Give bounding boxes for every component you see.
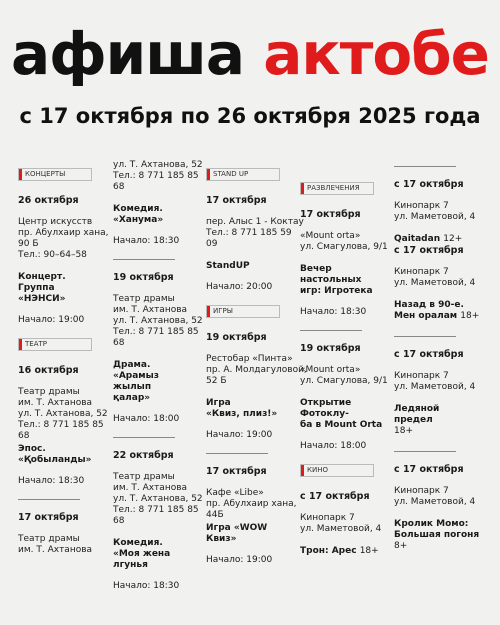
event-title-line: Игра «WOW Квиз» bbox=[206, 523, 268, 544]
age-rating: 18+ bbox=[460, 311, 480, 321]
venue-line: ул. Т. Ахтанова, 52 bbox=[113, 494, 203, 504]
age-rating: 8+ bbox=[394, 541, 408, 551]
event-title bbox=[394, 519, 480, 552]
event-title-line: Открытие Фотоклу- bbox=[300, 398, 352, 419]
event-date: 26 октября bbox=[18, 195, 79, 206]
venue-line: ул. Маметовой, 4 bbox=[300, 524, 382, 534]
category-marker-icon bbox=[301, 465, 304, 476]
category-marker-icon bbox=[301, 183, 304, 194]
event-start-time: Начало: 20:00 bbox=[206, 282, 273, 292]
event-title-line: StandUP bbox=[206, 261, 250, 271]
venue-line: «Mount orta» bbox=[300, 231, 361, 241]
event-title bbox=[394, 404, 480, 437]
event-title bbox=[300, 546, 386, 557]
event-title-line: «Қобыланды» bbox=[18, 455, 92, 465]
column-1 bbox=[18, 160, 109, 556]
age-rating: 18+ bbox=[359, 546, 379, 556]
divider bbox=[113, 437, 175, 438]
divider bbox=[394, 451, 456, 452]
divider bbox=[113, 259, 175, 260]
event-date: 17 октября bbox=[300, 209, 361, 220]
event-date: 16 октября bbox=[18, 365, 79, 376]
category-label: STAND UP bbox=[213, 170, 249, 178]
event-title-line: Мен оралам bbox=[394, 311, 458, 321]
event-date: с 17 октября bbox=[394, 464, 464, 475]
venue-phone: 68 bbox=[113, 182, 125, 192]
title-word-afisha: афиша bbox=[10, 20, 245, 88]
venue-line: пр. Абулхаир хана, bbox=[206, 499, 297, 509]
category-tag-standup bbox=[206, 168, 280, 181]
event-title-line: Кролик Момо: bbox=[394, 519, 469, 529]
event-date: 19 октября bbox=[113, 272, 174, 283]
event-title-line: Qaitadan bbox=[394, 234, 441, 244]
event-title-line: Большая погоня bbox=[394, 530, 480, 540]
event-title bbox=[206, 398, 292, 420]
column-3 bbox=[206, 160, 307, 578]
venue-phone: Тел.: 8 771 185 85 bbox=[113, 171, 199, 181]
event-title-line: «Арамыз жылып bbox=[113, 371, 160, 392]
venue-line: ул. Смагулова, 9/1 bbox=[300, 376, 388, 386]
event-title bbox=[113, 360, 199, 404]
venue-line: 52 Б bbox=[206, 376, 227, 386]
event-start-time: Начало: 18:30 bbox=[113, 581, 180, 591]
event-date: с 17 октября bbox=[394, 179, 464, 190]
venue-line: Центр искусств bbox=[18, 217, 93, 227]
venue-line: ул. Маметовой, 4 bbox=[394, 278, 476, 288]
venue-line: 90 Б bbox=[18, 239, 39, 249]
event-date: 17 октября bbox=[18, 512, 79, 523]
venue-phone: 68 bbox=[113, 338, 125, 348]
event-start-time: Начало: 18:00 bbox=[113, 414, 180, 424]
venue-phone: Тел.: 90–64–58 bbox=[18, 250, 87, 260]
event-date: с 17 октября bbox=[300, 491, 370, 502]
venue-line: им. Т. Ахтанова bbox=[18, 545, 93, 555]
venue-phone: Тел.: 8 771 185 85 bbox=[18, 420, 104, 430]
event-title-line: игр: Игротека bbox=[300, 286, 373, 296]
venue-line: им. Т. Ахтанова bbox=[18, 398, 93, 408]
category-label: ИГРЫ bbox=[213, 307, 233, 315]
event-title-line: Ледяной предел bbox=[394, 404, 440, 425]
venue-phone: 09 bbox=[206, 239, 218, 249]
venue-line: ул. Маметовой, 4 bbox=[394, 382, 476, 392]
venue-line: Театр драмы bbox=[18, 534, 80, 544]
event-date: с 17 октября bbox=[394, 245, 464, 256]
category-label: КИНО bbox=[307, 466, 328, 474]
event-start-time: Начало: 18:30 bbox=[18, 476, 85, 486]
venue-line: Кинопарк 7 bbox=[300, 513, 355, 523]
event-start-time: Начало: 19:00 bbox=[206, 430, 273, 440]
venue-line: пр. Абулхаир хана, bbox=[18, 228, 109, 238]
venue-line: ул. Т. Ахтанова, 52 bbox=[18, 409, 108, 419]
category-marker-icon bbox=[19, 169, 22, 180]
event-title bbox=[18, 444, 104, 466]
venue-line: Кинопарк 7 bbox=[394, 486, 449, 496]
event-title-line: Вечер настольных bbox=[300, 264, 362, 285]
venue-line: ул. Т. Ахтанова, 52 bbox=[113, 316, 203, 326]
event-start-time: Начало: 18:30 bbox=[300, 307, 367, 317]
venue-line: ул. Т. Ахтанова, 52 bbox=[113, 160, 203, 170]
venue-line: Кинопарк 7 bbox=[394, 371, 449, 381]
venue-phone: Тел.: 8 771 185 85 bbox=[113, 505, 199, 515]
event-title bbox=[300, 398, 386, 431]
venue-line: Рестобар «Пинта» bbox=[206, 354, 293, 364]
divider bbox=[394, 166, 456, 167]
event-date: 22 октября bbox=[113, 450, 174, 461]
venue-line: 44Б bbox=[206, 510, 224, 520]
category-tag-entertainment bbox=[300, 182, 374, 195]
event-start-time: Начало: 19:00 bbox=[18, 315, 85, 325]
venue-line: им. Т. Ахтанова bbox=[113, 483, 188, 493]
column-2 bbox=[113, 160, 203, 604]
category-tag-concerts bbox=[18, 168, 92, 181]
event-start-time: Начало: 19:00 bbox=[206, 555, 273, 565]
event-title-line: қалар» bbox=[113, 393, 151, 403]
event-title-line: Группа «НЭНСИ» bbox=[18, 283, 66, 304]
event-title-line: ба в Mount Orta bbox=[300, 420, 383, 430]
event-date: 17 октября bbox=[206, 195, 267, 206]
venue-line: ул. Смагулова, 9/1 bbox=[300, 242, 388, 252]
event-title-line: Драма. bbox=[113, 360, 151, 370]
event-title bbox=[300, 264, 386, 297]
venue-line: ул. Маметовой, 4 bbox=[394, 497, 476, 507]
event-title-line: Комедия. bbox=[113, 538, 163, 548]
category-label: ТЕАТР bbox=[25, 340, 47, 348]
event-title-line: Игра bbox=[206, 398, 231, 408]
event-title bbox=[18, 272, 104, 305]
column-4 bbox=[300, 174, 386, 557]
event-title-line: Концерт. bbox=[18, 272, 66, 282]
event-title-line: «Моя жена лгунья bbox=[113, 549, 171, 570]
category-marker-icon bbox=[207, 306, 210, 317]
event-title bbox=[394, 234, 480, 245]
title-word-aktobe: актобе bbox=[263, 20, 490, 88]
poster-title bbox=[0, 18, 500, 90]
event-start-time: Начало: 18:00 bbox=[300, 441, 367, 451]
divider bbox=[206, 453, 268, 454]
venue-line: Театр драмы bbox=[18, 387, 80, 397]
age-rating: 18+ bbox=[394, 426, 413, 436]
category-label: КОНЦЕРТЫ bbox=[25, 170, 66, 178]
category-tag-cinema bbox=[300, 464, 374, 477]
event-start-time: Начало: 18:30 bbox=[113, 236, 180, 246]
date-range: с 17 октября по 26 октября 2025 года bbox=[19, 104, 481, 128]
category-marker-icon bbox=[19, 339, 22, 350]
category-tag-theatre bbox=[18, 338, 92, 351]
divider bbox=[300, 330, 362, 331]
venue-line: «Mount orta» bbox=[300, 365, 361, 375]
event-date: 19 октября bbox=[300, 343, 361, 354]
venue-line: Кинопарк 7 bbox=[394, 201, 449, 211]
column-5 bbox=[394, 166, 480, 552]
divider bbox=[18, 499, 80, 500]
event-title bbox=[113, 204, 199, 226]
age-rating: 12+ bbox=[443, 234, 463, 244]
venue-line: пр. А. Молдагуловой, bbox=[206, 365, 307, 375]
category-marker-icon bbox=[207, 169, 210, 180]
event-title-line: Трон: Арес bbox=[300, 546, 357, 556]
venue-line: пер. Алыс 1 - Коктау bbox=[206, 217, 304, 227]
venue-phone: 68 bbox=[18, 431, 30, 441]
venue-phone: Тел.: 8 771 185 59 bbox=[206, 228, 292, 238]
category-tag-games bbox=[206, 305, 280, 318]
event-title-line: «Квиз, плиз!» bbox=[206, 409, 278, 419]
event-date: с 17 октября bbox=[394, 349, 464, 360]
venue-line: Кинопарк 7 bbox=[394, 267, 449, 277]
venue-line: им. Т. Ахтанова bbox=[113, 305, 188, 315]
category-label: РАЗВЛЕЧЕНИЯ bbox=[307, 184, 360, 192]
event-title-line: Комедия. bbox=[113, 204, 163, 214]
event-title-line: «Ханума» bbox=[113, 215, 164, 225]
event-title bbox=[394, 300, 480, 322]
venue-phone: Тел.: 8 771 185 85 bbox=[113, 327, 199, 337]
venue-line: Театр драмы bbox=[113, 472, 175, 482]
event-date: 19 октября bbox=[206, 332, 267, 343]
venue-line: Кафе «Libe» bbox=[206, 488, 264, 498]
venue-line: ул. Маметовой, 4 bbox=[394, 212, 476, 222]
venue-phone: 68 bbox=[113, 516, 125, 526]
event-title-line: Назад в 90-е. bbox=[394, 300, 464, 310]
event-title bbox=[113, 538, 199, 571]
event-title-line: Эпос. bbox=[18, 444, 46, 454]
event-title bbox=[206, 523, 292, 545]
venue-line: Театр драмы bbox=[113, 294, 175, 304]
divider bbox=[394, 336, 456, 337]
event-title bbox=[206, 261, 292, 272]
event-date: 17 октября bbox=[206, 466, 267, 477]
